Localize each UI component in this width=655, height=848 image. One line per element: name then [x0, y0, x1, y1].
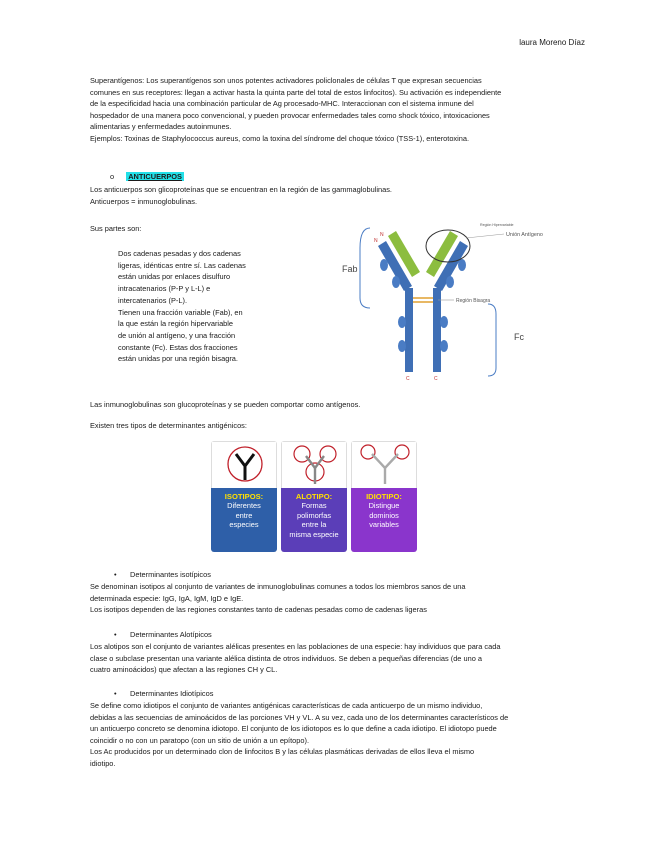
- text-line: están unidas por una región bisagra.: [118, 354, 238, 364]
- allotypes-heading: [114, 630, 212, 639]
- idiotype-illustration: [351, 441, 417, 488]
- isotype-illustration: [211, 441, 277, 488]
- isotype-title: ISOTIPOS:: [224, 492, 264, 501]
- section-heading: [110, 171, 184, 183]
- text-line: variables: [369, 520, 399, 530]
- text-line: Tienen una fracción variable (Fab), en: [118, 307, 243, 317]
- text-line: comunes en sus receptores: llegan a activar hasta la quinta parte del total de estos linfocitos). Su activación es independiente: [90, 87, 502, 97]
- text-line: un anticuerpo concreto se denomina idiotopo. El conjunto de los idiotopos es lo que define a cada idiotipo. El idiotopo puede: [90, 724, 497, 734]
- text-line: coincidir o no con un paratopo (con un sitio de unión a un epítopo).: [90, 735, 309, 745]
- idiotype-card-body: [351, 488, 417, 552]
- allotype-title: ALOTIPO:: [295, 492, 333, 501]
- text-line: Los isotipos dependen de las regiones constantes tanto de cadenas pesadas como de cadenas ligeras: [90, 605, 427, 615]
- text-line: clase o subclase presentan una variante alélica distinta de otros individuos. Se deben a pequeñas diferencias (de uno a: [90, 653, 482, 663]
- hypervariable-label: Región Hipervariable: [480, 223, 514, 227]
- text-line: idiotipo.: [90, 758, 116, 768]
- hinge-label: Región Bisagra: [456, 298, 491, 304]
- n-terminal-label: N: [374, 238, 378, 244]
- text-line: Diferentes: [227, 501, 261, 511]
- text-line: Formas: [301, 501, 327, 511]
- text-line: están unidas por enlaces disulfuro: [118, 272, 231, 282]
- binding-label: Unión Antígeno: [506, 232, 543, 238]
- text-line: cuatro aminoácidos) que afectan a las regiones CH y CL.: [90, 665, 278, 675]
- text-line: Dos cadenas pesadas y dos cadenas: [118, 249, 241, 258]
- bullet-icon: •: [114, 570, 117, 579]
- heading-text: Determinantes Idiotípicos: [130, 689, 214, 698]
- text-line: Los anticuerpos son glicoproteínas que se encuentran en la región de las gammaglobulinas.: [90, 185, 392, 194]
- text-line: Se denominan isotipos al conjunto de variantes de inmunoglobulinas comunes a todos los miembros sanos de una: [90, 582, 466, 591]
- text-line: ligeras, idénticas entre sí. Las cadenas: [118, 260, 246, 270]
- section-intro: [90, 184, 570, 207]
- text-line: constante (Fc). Estas dos fracciones: [118, 342, 238, 352]
- text-line: Distingue: [368, 501, 400, 511]
- text-line: Los alotipos son el conjunto de variantes alélicas presentes en las poblaciones de una especie: hay individuos que para cada: [90, 642, 501, 651]
- immunogen-line: Las inmunoglobulinas son glucoproteínas y se pueden comportar como antígenos.: [90, 400, 361, 409]
- idiotypes-paragraph: [90, 700, 572, 770]
- binding-pointer: [466, 234, 504, 238]
- allotype-card: [281, 441, 347, 552]
- allotype-illustration: [281, 441, 347, 488]
- text-line: la que están la región hipervariable: [118, 319, 234, 329]
- allotypes-paragraph: [90, 641, 572, 676]
- text-line: hospedador de una manera poco convencional, y pueden provocar enfermedades tales como shock tóxico, intoxicaciones: [90, 110, 490, 120]
- text-line: determinada especie: IgG, IgA, IgM, IgD e IgE.: [90, 593, 244, 603]
- text-line: especies: [229, 520, 259, 530]
- text-line: dominios: [369, 510, 399, 520]
- heading-text: Determinantes Alotípicos: [130, 630, 212, 639]
- text-line: Se define como idiotipos el conjunto de variantes antigénicas características de cada anticuerpo de un mismo individuo,: [90, 701, 483, 710]
- text-line: entre: [235, 510, 253, 520]
- examples-line: Ejemplos: Toxinas de Staphylococcus aureus, como la toxina del síndrome del choque tóxico (TSS-1), enterotoxina.: [90, 133, 470, 143]
- bullet-icon: •: [114, 689, 117, 698]
- n-terminal-label: N: [380, 232, 384, 238]
- parts-description: [118, 248, 276, 365]
- text-line: alimentarias y enfermedades autoinmunes.: [90, 122, 232, 132]
- isotype-card: [211, 441, 277, 552]
- determinants-intro: Existen tres tipos de determinantes antigénicos:: [90, 421, 247, 430]
- c-terminal-label: C: [434, 376, 438, 382]
- fc-bracket: [488, 304, 496, 376]
- isotype-card-body: [211, 488, 277, 552]
- heading-text: Determinantes isotípicos: [130, 570, 211, 579]
- text-line: de la especificidad hacia una combinación particular de Ag procesado-MHC. Interaccionan con el sistema inmune del: [90, 99, 474, 109]
- section-marker: o: [110, 172, 115, 181]
- text-line: intracatenarios (P-P y L-L) e: [118, 284, 211, 294]
- domain-loops: [380, 259, 466, 352]
- fab-bracket: [360, 228, 370, 308]
- text-line: entre la: [301, 520, 327, 530]
- antibody-structure-diagram: [338, 218, 578, 382]
- hinge-region: [413, 298, 433, 302]
- idiotype-card: [351, 441, 417, 552]
- isotypes-heading: [114, 570, 211, 579]
- parts-heading: Sus partes son:: [90, 224, 142, 233]
- superantigens-paragraph: [90, 75, 568, 145]
- text-line: Anticuerpos = inmunoglobulinas.: [90, 196, 198, 206]
- idiotype-title: IDIOTIPO:: [366, 492, 402, 501]
- allotype-card-body: [281, 488, 347, 552]
- text-line: misma especie: [289, 529, 339, 539]
- bullet-icon: •: [114, 630, 117, 639]
- fc-label: Fc: [514, 332, 524, 342]
- text-line: intercatenarios (P-L).: [118, 295, 188, 305]
- text-line: polimorfas: [296, 510, 332, 520]
- c-terminal-label: C: [406, 376, 410, 382]
- isotypes-paragraph: [90, 581, 570, 616]
- author-name: laura Moreno Díaz: [519, 38, 585, 47]
- text-line: debidas a las secuencias de aminoácidos de las porciones VH y VL. A su vez, cada uno de los determinantes característicos de: [90, 712, 509, 722]
- determinant-cards-figure: [211, 441, 417, 555]
- text-line: de unión al antígeno, y una fracción: [118, 330, 236, 340]
- text-line: Superantígenos: Los superantígenos son unos potentes activadores policlonales de células T que expresan secuencias: [90, 76, 482, 85]
- idiotypes-heading: [114, 689, 214, 698]
- fab-label: Fab: [342, 264, 358, 274]
- section-title: ANTICUERPOS: [128, 172, 182, 181]
- text-line: Los Ac producidos por un determinado clon de linfocitos B y las células plasmáticas derivadas de ellos lleva el mismo: [90, 747, 475, 757]
